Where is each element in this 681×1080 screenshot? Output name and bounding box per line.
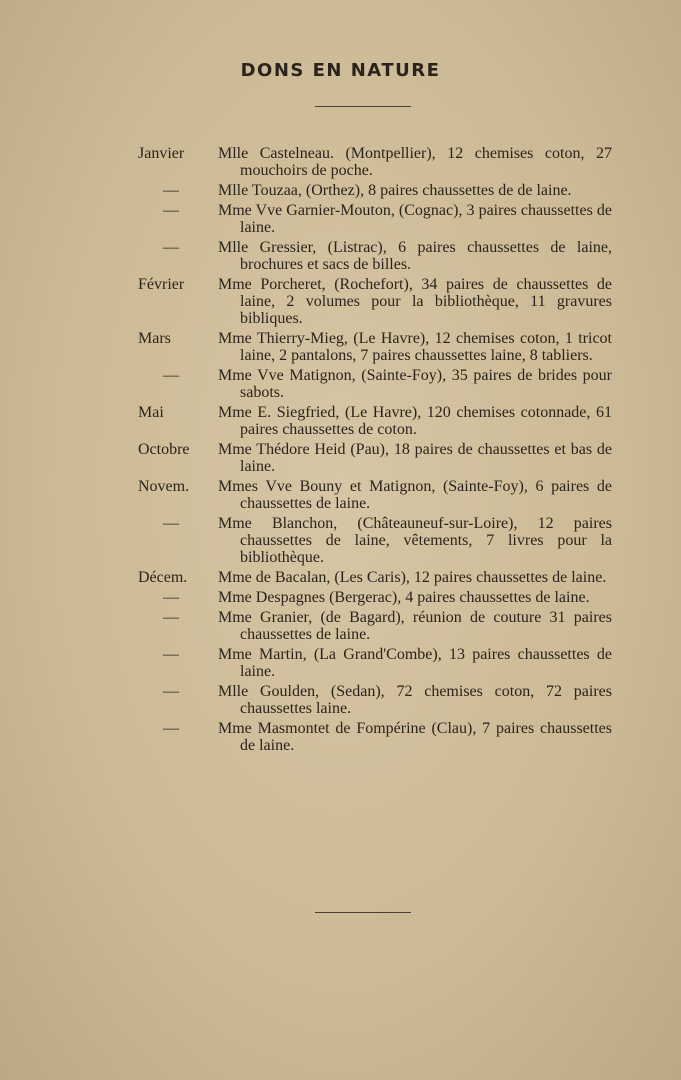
entry-month: Mars [138, 330, 171, 347]
entry-text: Mme Blanchon, (Châteauneuf-sur-Loire), 12 paires chaussettes de laine, vêtements, 7 livres pour la bibliothèque. [218, 515, 612, 566]
list-item [0, 441, 681, 475]
entry-month: — [163, 239, 179, 256]
entry-month: — [163, 683, 179, 700]
entry-text: Mme Martin, (La Grand'Combe), 13 paires chaussettes de laine. [218, 646, 612, 680]
entry-text: Mmes Vve Bouny et Matignon, (Sainte-Foy), 6 paires de chaussettes de laine. [218, 478, 612, 512]
list-item [0, 683, 681, 717]
list-item [0, 330, 681, 364]
entry-text: Mme Vve Garnier-Mouton, (Cognac), 3 paires chaussettes de laine. [218, 202, 612, 236]
list-item [0, 515, 681, 566]
entry-text: Mme Thédore Heid (Pau), 18 paires de chaussettes et bas de laine. [218, 441, 612, 475]
list-item [0, 589, 681, 606]
entry-month: Février [138, 276, 185, 293]
list-item [0, 478, 681, 512]
list-item [0, 609, 681, 643]
entry-month: — [163, 720, 179, 737]
bottom-divider [315, 912, 411, 913]
entry-text: Mme Thierry-Mieg, (Le Havre), 12 chemises coton, 1 tricot laine, 2 pantalons, 7 paires chaussettes laine, 8 tabliers. [218, 330, 612, 364]
entry-text: Mme Masmontet de Fompérine (Clau), 7 paires chaussettes de laine. [218, 720, 612, 754]
entry-month: — [163, 646, 179, 663]
list-item [0, 367, 681, 401]
list-item [0, 276, 681, 327]
entry-month: — [163, 182, 179, 199]
list-item [0, 202, 681, 236]
entry-month: Octobre [138, 441, 190, 458]
entry-month: Mai [138, 404, 164, 421]
entry-text: Mme Porcheret, (Rochefort), 34 paires de chaussettes de laine, 2 volumes pour la bibliothèque, 11 gravures bibliques. [218, 276, 612, 327]
entry-month: — [163, 589, 179, 606]
entry-text: Mme Despagnes (Bergerac), 4 paires chaussettes de laine. [218, 589, 590, 606]
entry-text: Mme Granier, (de Bagard), réunion de couture 31 paires chaussettes de laine. [218, 609, 612, 643]
entry-text: Mlle Goulden, (Sedan), 72 chemises coton, 72 paires chaussettes laine. [218, 683, 612, 717]
list-item [0, 404, 681, 438]
entry-month: — [163, 367, 179, 384]
entry-text: Mlle Castelneau. (Montpellier), 12 chemises coton, 27 mouchoirs de poche. [218, 145, 612, 179]
entry-month: — [163, 515, 179, 532]
list-item [0, 569, 681, 586]
donations-list [0, 145, 681, 754]
entry-month: — [163, 609, 179, 626]
entry-month: Novem. [138, 478, 190, 495]
entry-text: Mme Vve Matignon, (Sainte-Foy), 35 paires de brides pour sabots. [218, 367, 612, 401]
entry-text: Mme E. Siegfried, (Le Havre), 120 chemises cotonnade, 61 paires chaussettes de coton. [218, 404, 612, 438]
list-item [0, 182, 681, 199]
top-divider [315, 106, 411, 107]
entry-month: Janvier [138, 145, 185, 162]
page-title: DONS EN NATURE [240, 60, 441, 81]
entry-month: — [163, 202, 179, 219]
entry-text: Mlle Touzaa, (Orthez), 8 paires chaussettes de de laine. [218, 182, 572, 199]
entry-month: Décem. [138, 569, 188, 586]
list-item [0, 145, 681, 179]
list-item [0, 720, 681, 754]
list-item [0, 646, 681, 680]
entry-text: Mme de Bacalan, (Les Caris), 12 paires chaussettes de laine. [218, 569, 607, 586]
list-item [0, 239, 681, 273]
entry-text: Mlle Gressier, (Listrac), 6 paires chaussettes de laine, brochures et sacs de billes. [218, 239, 612, 273]
